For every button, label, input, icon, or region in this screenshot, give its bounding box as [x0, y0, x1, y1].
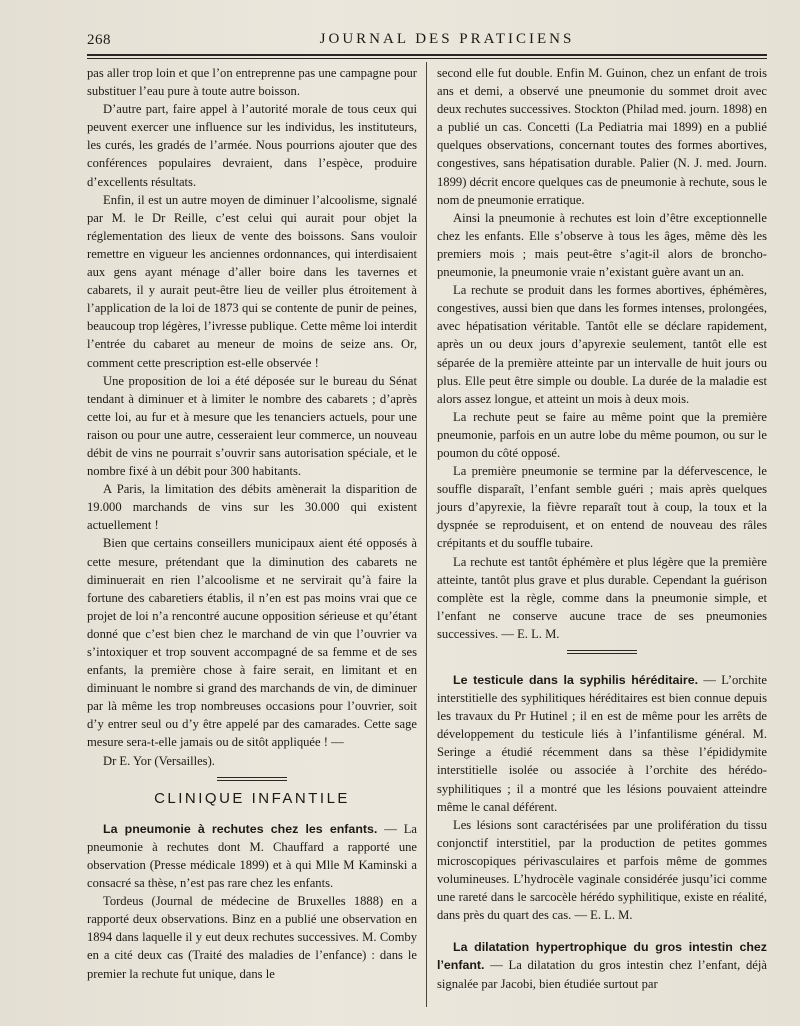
paragraph: Les lésions sont caractérisées par une prolifération du tissu conjonctif interstitiel, par la production de petites gommes microscopiques périvasculaires et parfois même de gommes volumineuses. L’hydrocèle vaginale considérée jusqu’ici comme une rareté dans le sarcocèle hérédo syphilitique, existe en réalité, dans près du quart des cas. — E. L. M. — [437, 817, 767, 923]
paragraph: A Paris, la limitation des débits amènerait la disparition de 19.000 marchands de vins sur les 30.000 qui existent actuellement ! — [87, 482, 417, 533]
header-rule — [87, 54, 767, 59]
article-separator — [567, 650, 637, 654]
page-number: 268 — [87, 32, 111, 48]
paragraph: Une proposition de loi a été déposée sur le bureau du Sénat tendant à diminuer et à limiter le nombre des cabarets ; d’après cette loi, au fur et à mesure que les tenanciers actuels, pour une raison ou pour une autre, cesseraient leur commerce, un nouveau débit de vins ne pourrait s’ouvrir sans autorisation spéciale, et le nombre fixé à un débit pour 300 habitants. — [87, 373, 417, 479]
paragraph: La rechute se produit dans les formes abortives, éphémères, congestives, aussi bien que dans les formes intenses, prolongées, avec hépatisation véritable. Tantôt elle se déclare rapidement, après un ou deux jours d’apyrexie seulement, tantôt elle est séparée de la première atteinte par un intervalle de huit jours ou plus. Elle peut être simple ou double. La durée de la maladie est alors assez longue, et atteint un mois à deux mois. — [437, 283, 767, 406]
paragraph: D’autre part, faire appel à l’autorité morale de tous ceux qui peuvent exercer une influence sur les individus, les instituteurs, les curés, les gradés de l’armée. Nous pourrions ajouter que des conférences populaires devraient, dans l’espèce, produire d’excellents résultats. — [87, 102, 417, 189]
article-title: La pneumonie à rechutes chez les enfants. — [103, 821, 378, 836]
running-head — [87, 30, 767, 50]
article-text: — La dilatation du gros intestin chez l’enfant, déjà signalée par Jacobi, bien étudiée surtout par — [437, 958, 767, 991]
paragraph: Bien que certains conseillers municipaux aient été opposés à cette mesure, prétendant que la diminution des cabarets ne diminuerait en rien l’alcoolisme et ne servirait qu’à faire la fortune des cabaretiers établis, il n’en est pas moins vrai que ce projet de loi n’a rencontré aucune opposition sérieuse et qu’étant donné que c’est bien chez le marchand de vin que l’ouvrier va s’intoxiquer et trop souvent accompagné de sa femme et de ses enfants, la première chose à faire serait, en limitant et en diminuant le nombre si grand des marchands de vin, de diminuer par là même les trop nombreuses occasions pour l’ouvrier, soit d’y entrer seul ou d’y être appelé par des camarades. Cette sage mesure sera-t-elle jamais ou de sitôt appliquée ! — — [87, 536, 417, 750]
paragraph: Tordeus (Journal de médecine de Bruxelles 1888) en a rapporté deux observations. Binz en a publié une observation en 1894 dans laquelle il y eut deux rechutes successives. M. Comby en a cité deux cas (Traité des maladies de l’enfance) : dans le premier la rechute fut unique, dans le — [87, 894, 417, 981]
article-paragraph — [437, 671, 767, 816]
left-column — [87, 64, 417, 983]
section-title: CLINIQUE INFANTILE — [154, 789, 350, 807]
paragraph: La rechute peut se faire au même point que la première pneumonie, parfois en un autre lobe du même poumon, ou sur le poumon du côté opposé. — [437, 409, 767, 460]
article-paragraph — [437, 938, 767, 992]
paragraph: La rechute est tantôt éphémère et plus légère que la première atteinte, tantôt plus grave et plus durable. Cependant la guérison complète est la règle, comme dans la pneumonie simple, et l’enfant ne conserve aucune trace de ses pneumonies successives. — E. L. M. — [437, 554, 767, 641]
article-text: — La pneumonie à rechutes dont M. Chauffard a rapporté une observation (Presse médicale 1899) et à qui Mlle M Kaminski a consacré sa thèse, n’est pas rare chez les enfants. — [87, 821, 417, 891]
paragraph: La première pneumonie se termine par la défervescence, le souffle disparaît, l’enfant semble guéri ; mais après quelques jours d’apyrexie, la fièvre reparaît tout à coup, la toux et la dyspnée se reproduisent, et on entend de nouveau des râles crépitants et du souffle tubaire. — [437, 464, 767, 551]
spacer — [437, 924, 767, 938]
column-divider — [426, 62, 427, 1007]
journal-title: JOURNAL DES PRATICIENS — [319, 31, 575, 47]
author-signature: Dr E. Yor (Versailles). — [103, 753, 215, 768]
paragraph: second elle fut double. Enfin M. Guinon, chez un enfant de trois ans et demi, a observé une pneumonie du sommet droit avec deux rechutes successives. Stockton (Philad med. journ. 1898) en a publié un cas. Concetti (La Pediatria mai 1899) en a publié quelques observations, concernant toutes des formes abortives, congestives, sans hépatisation durable. Palier (N. J. med. Journ. 1899) décrit encore quelques cas de pneumonie à rechute, sous le nom de pneumonie erratique. — [437, 66, 767, 207]
article-title: Le testicule dans la syphilis héréditaire. — [453, 673, 699, 687]
article-title: La dilatation hypertrophique du gros intestin chez l’enfant. — [437, 940, 767, 973]
section-separator — [217, 777, 287, 781]
article-paragraph — [87, 820, 417, 892]
paragraph: Ainsi la pneumonie à rechutes est loin d’être exceptionnelle chez les enfants. Elle s’observe à tous les âges, même dès les premiers mois ; mais peut-être s’agit-il alors de broncho-pneumonie, la pneumonie vraie n’existant guère avant un an. — [437, 210, 767, 280]
spacer — [437, 663, 767, 671]
right-column — [437, 64, 767, 993]
article-text: — L’orchite interstitielle des syphilitiques héréditaires est bien connue depuis les travaux du Pr Hutinel ; il en est de même pour les arrêts de développement du testicule liés à l’infantilisme général. M. Seringe a étudié récemment dans sa thèse l’épididymite interstitielle isolée ou associée à l’orchite des hérédo-syphilitiques ; il a montré que les lésions pouvaient atteindre même le canal déférent. — [437, 673, 767, 814]
paragraph: Enfin, il est un autre moyen de diminuer l’alcoolisme, signalé par M. le Dr Reille, c’est celui qui aurait pour objet la réglementation des lieux de vente des boissons. Sans vouloir remettre en vigueur les anciennes ordonnances, qui interdisaient aux gens ayant ménage d’aller boire dans les tavernes et cabarets, il y aurait peut-être lieu de veiller plus étroitement à l’application de la loi de 1873 qui se contente de punir de peines, beaucoup trop légères, l’ivresse publique. Cette même loi interdit l’entrée du cabaret au meneur de moins de seize ans. Or, comment cette prescription est-elle observée ! — [87, 192, 417, 370]
paragraph: pas aller trop loin et que l’on entreprenne pas une campagne pour substituer l’eau pure à toute autre boisson. — [87, 66, 417, 99]
